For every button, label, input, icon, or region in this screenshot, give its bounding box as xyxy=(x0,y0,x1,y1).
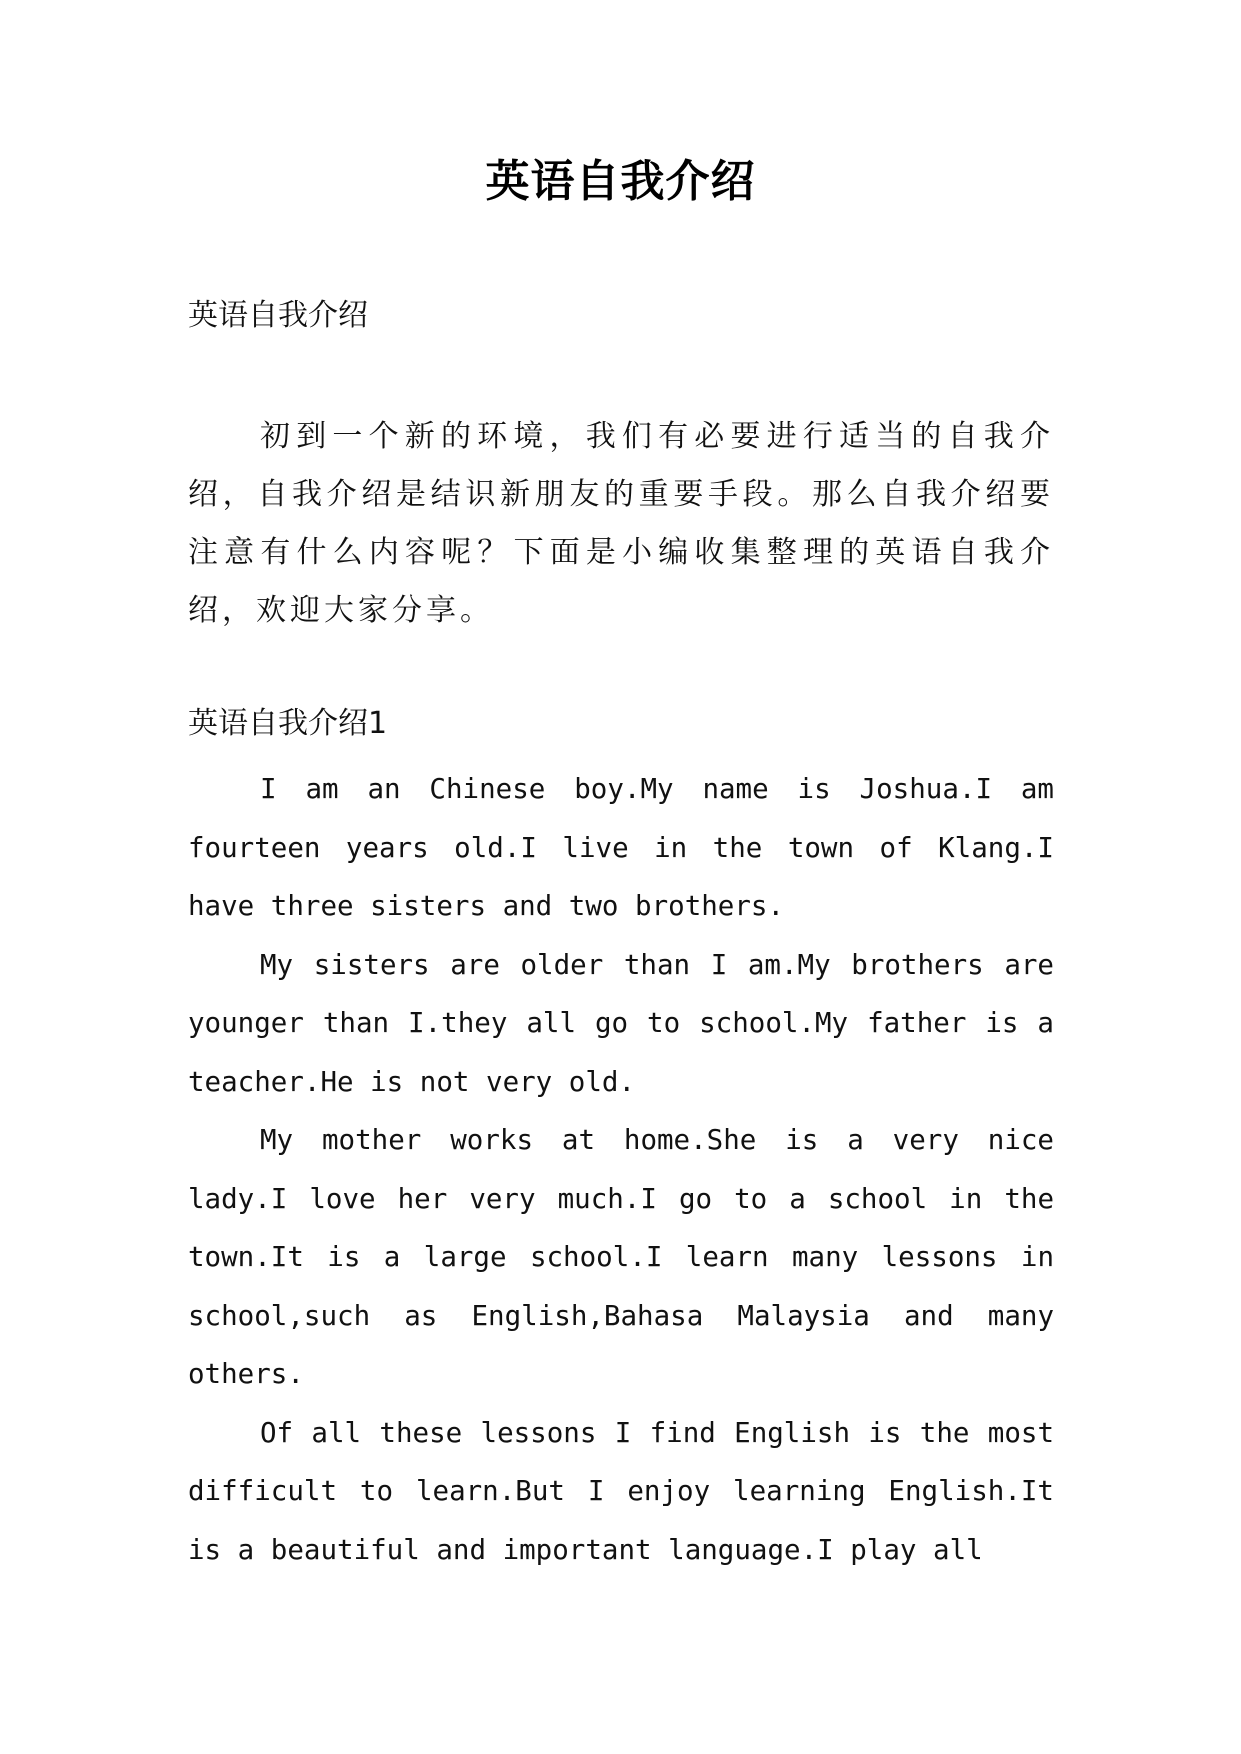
body-paragraph-3: My mother works at home.She is a very nice lady.I love her very much.I go to a school in the town.It is a large school.I learn many lessons in school,such as English,Bahasa Malaysia and many others. xyxy=(188,1124,1054,1390)
document-title: 英语自我介绍 xyxy=(485,156,756,207)
intro-paragraph: 初到一个新的环境，我们有必要进行适当的自我介绍，自我介绍是结识新朋友的重要手段。那么自我介绍要注意有什么内容呢？下面是小编收集整理的英语自我介绍，欢迎大家分享。 xyxy=(188,419,1054,628)
body-paragraph-1: I am an Chinese boy.My name is Joshua.I am fourteen years old.I live in the town of Klang.I have three sisters and two brothers. xyxy=(188,773,1054,922)
body-text xyxy=(188,760,1054,1579)
body-paragraph-4: Of all these lessons I find English is the most difficult to learn.But I enjoy learning English.It is a beautiful and important language.I play all xyxy=(188,1416,1054,1566)
document-subtitle: 英语自我介绍 xyxy=(188,298,368,333)
section-heading: 英语自我介绍1 xyxy=(188,706,388,741)
body-paragraph-2: My sisters are older than I am.My brothers are younger than I.they all go to school.My father is a teacher.He is not very old. xyxy=(188,948,1054,1098)
